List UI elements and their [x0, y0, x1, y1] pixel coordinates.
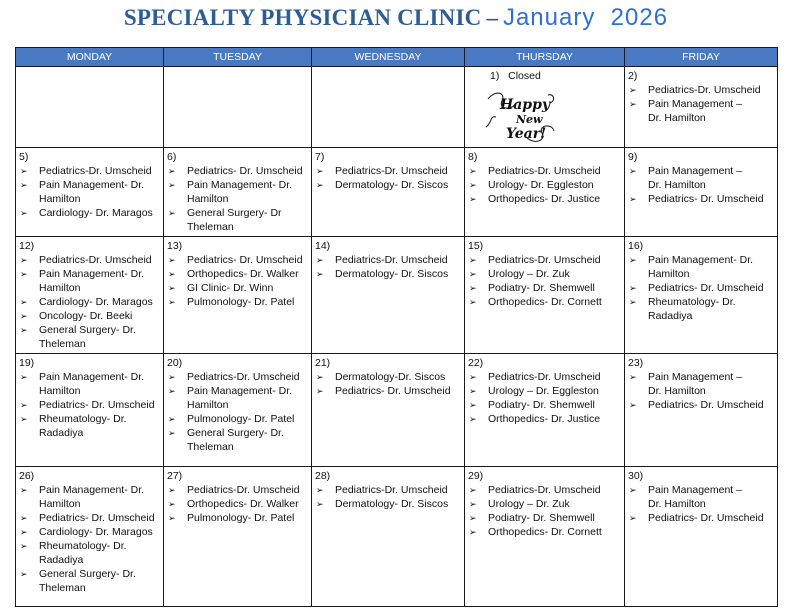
- appointment-list: [19, 483, 160, 595]
- appointment-list: [468, 164, 621, 206]
- appointment-item: ➢ Urology – Dr. Zuk: [468, 497, 621, 511]
- month-title: January 2026: [502, 4, 669, 31]
- appointment-item: ➢ Oncology- Dr. Beeki: [19, 309, 160, 323]
- closed-note: Closed: [508, 70, 541, 82]
- day-cell[interactable]: [164, 467, 312, 607]
- appointment-item: ➢ Pediatrics-Dr. Umscheid: [468, 253, 621, 267]
- appointment-item: ➢ Pediatrics- Dr. Umscheid: [167, 253, 308, 267]
- weekday-header-wednesday: WEDNESDAY: [312, 48, 465, 67]
- day-cell[interactable]: [625, 148, 778, 237]
- day-cell[interactable]: [465, 354, 625, 467]
- appointment-item: ➢ Pain Management- Dr. Hamilton: [167, 384, 308, 412]
- new-year-word-new: New: [516, 113, 543, 126]
- appointment-item: ➢ Orthopedics- Dr. Justice: [468, 412, 621, 426]
- appointment-list: [628, 253, 774, 323]
- day-cell[interactable]: [465, 467, 625, 607]
- appointment-item: ➢ Cardiology- Dr. Maragos: [19, 295, 160, 309]
- appointment-item: ➢ Pain Management – Dr. Hamilton: [628, 97, 774, 125]
- appointment-item: ➢ GI Clinic- Dr. Winn: [167, 281, 308, 295]
- day-cell[interactable]: [164, 237, 312, 354]
- appointment-list: [167, 164, 308, 234]
- appointment-item: ➢ Pediatrics- Dr. Umscheid: [19, 398, 160, 412]
- appointment-item: ➢ Rheumatology- Dr. Radadiya: [19, 539, 160, 567]
- day-number: 6): [167, 151, 177, 163]
- appointment-item: ➢ Pediatrics-Dr. Umscheid: [315, 483, 461, 497]
- appointment-item: ➢ Dermatology- Dr. Siscos: [315, 267, 461, 281]
- week-row: [16, 467, 778, 607]
- day-number: 21): [315, 357, 331, 369]
- appointment-item: ➢ Orthopedics- Dr. Cornett: [468, 295, 621, 309]
- appointment-item: ➢ Urology- Dr. Eggleston: [468, 178, 621, 192]
- day-cell[interactable]: [465, 67, 625, 148]
- appointment-item: ➢ Urology – Dr. Zuk: [468, 267, 621, 281]
- appointment-item: ➢ General Surgery- Dr Theleman: [167, 206, 308, 234]
- appointment-item: ➢ Pediatrics- Dr. Umscheid: [628, 192, 774, 206]
- day-cell[interactable]: [625, 354, 778, 467]
- appointment-item: ➢ Pediatrics- Dr. Umscheid: [628, 398, 774, 412]
- appointment-item: ➢ General Surgery- Dr. Theleman: [19, 567, 160, 595]
- day-number: 2): [628, 70, 638, 82]
- calendar-grid: [15, 47, 778, 607]
- appointment-item: ➢ Pediatrics-Dr. Umscheid: [628, 83, 774, 97]
- weekday-header-row: [16, 48, 778, 67]
- week-row: [16, 354, 778, 467]
- day-cell[interactable]: [625, 467, 778, 607]
- appointment-item: ➢ Orthopedics- Dr. Cornett: [468, 525, 621, 539]
- appointment-item: ➢ Pediatrics- Dr. Umscheid: [167, 164, 308, 178]
- appointment-item: ➢ Pediatrics- Dr. Umscheid: [315, 384, 461, 398]
- day-number: 23): [628, 357, 644, 369]
- day-number: 13): [167, 240, 183, 252]
- appointment-item: ➢ Pain Management- Dr. Hamilton: [628, 253, 774, 281]
- day-number: 1): [490, 70, 500, 82]
- appointment-item: ➢ Orthopedics- Dr. Walker: [167, 497, 308, 511]
- day-number: 12): [19, 240, 35, 252]
- appointment-item: ➢ Podiatry- Dr. Shemwell: [468, 398, 621, 412]
- appointment-item: ➢ Pulmonology- Dr. Patel: [167, 511, 308, 525]
- page-header: [0, 4, 792, 44]
- appointment-item: ➢ Pediatrics- Dr. Umscheid: [628, 281, 774, 295]
- appointment-item: ➢ Rheumatology- Dr. Radadiya: [19, 412, 160, 440]
- day-number: 7): [315, 151, 325, 163]
- appointment-list: [19, 370, 160, 440]
- day-cell[interactable]: [465, 237, 625, 354]
- new-year-word-happy: Happy: [500, 97, 551, 113]
- appointment-item: ➢ Pain Management- Dr. Hamilton: [19, 267, 160, 295]
- appointment-item: ➢ Cardiology- Dr. Maragos: [19, 525, 160, 539]
- new-year-word-year: Year!: [506, 126, 547, 142]
- appointment-item: ➢ Pulmonology- Dr. Patel: [167, 412, 308, 426]
- appointment-item: ➢ Pediatrics-Dr. Umscheid: [167, 370, 308, 384]
- day-number: 16): [628, 240, 644, 252]
- day-number: 9): [628, 151, 638, 163]
- happy-new-year-image: [482, 87, 560, 145]
- appointment-item: ➢ Pediatrics-Dr. Umscheid: [19, 253, 160, 267]
- day-cell[interactable]: [312, 237, 465, 354]
- appointment-item: ➢ General Surgery- Dr. Theleman: [19, 323, 160, 351]
- appointment-item: ➢ Dermatology- Dr. Siscos: [315, 178, 461, 192]
- calendar-body: [16, 67, 778, 607]
- appointment-item: ➢ Pediatrics-Dr. Umscheid: [315, 253, 461, 267]
- appointment-list: [628, 83, 774, 125]
- appointment-item: ➢ Pediatrics-Dr. Umscheid: [315, 164, 461, 178]
- day-cell[interactable]: [312, 67, 465, 148]
- appointment-list: [628, 370, 774, 412]
- day-cell[interactable]: [625, 237, 778, 354]
- week-row: [16, 148, 778, 237]
- appointment-list: [315, 164, 461, 192]
- appointment-list: [468, 483, 621, 539]
- appointment-item: ➢ General Surgery- Dr. Theleman: [167, 426, 308, 454]
- day-cell[interactable]: [164, 67, 312, 148]
- appointment-item: ➢ Pediatrics- Dr. Umscheid: [628, 511, 774, 525]
- appointment-list: [315, 483, 461, 511]
- appointment-item: ➢ Pulmonology- Dr. Patel: [167, 295, 308, 309]
- day-cell[interactable]: [16, 237, 164, 354]
- appointment-list: [19, 253, 160, 351]
- day-number: 20): [167, 357, 183, 369]
- week-row: [16, 237, 778, 354]
- appointment-item: ➢ Pediatrics-Dr. Umscheid: [468, 164, 621, 178]
- appointment-item: ➢ Pain Management – Dr. Hamilton: [628, 483, 774, 511]
- day-cell[interactable]: [625, 67, 778, 148]
- day-number: 19): [19, 357, 35, 369]
- appointment-item: ➢ Podiatry- Dr. Shemwell: [468, 511, 621, 525]
- day-number: 22): [468, 357, 484, 369]
- day-number: 28): [315, 470, 331, 482]
- day-cell[interactable]: [312, 354, 465, 467]
- day-cell[interactable]: [312, 148, 465, 237]
- appointment-list: [167, 483, 308, 525]
- appointment-list: [468, 253, 621, 309]
- appointment-item: ➢ Dermatology- Dr. Siscos: [315, 497, 461, 511]
- appointment-item: ➢ Pain Management – Dr. Hamilton: [628, 370, 774, 398]
- appointment-item: ➢ Podiatry- Dr. Shemwell: [468, 281, 621, 295]
- appointment-item: ➢ Pain Management- Dr. Hamilton: [19, 178, 160, 206]
- closed-line: [468, 69, 621, 83]
- appointment-list: [468, 370, 621, 426]
- appointment-item: ➢ Pain Management- Dr. Hamilton: [19, 483, 160, 511]
- appointment-list: [315, 370, 461, 398]
- appointment-item: ➢ Pain Management- Dr. Hamilton: [167, 178, 308, 206]
- day-number: 30): [628, 470, 644, 482]
- appointment-item: ➢ Cardiology- Dr. Maragos: [19, 206, 160, 220]
- weekday-header-monday: MONDAY: [16, 48, 164, 67]
- day-number: 26): [19, 470, 35, 482]
- appointment-item: ➢ Pain Management- Dr. Hamilton: [19, 370, 160, 398]
- appointment-item: ➢ Dermatology-Dr. Siscos: [315, 370, 461, 384]
- weekday-header-tuesday: TUESDAY: [164, 48, 312, 67]
- appointment-item: ➢ Orthopedics- Dr. Walker: [167, 267, 308, 281]
- appointment-list: [315, 253, 461, 281]
- appointment-item: ➢ Pediatrics- Dr. Umscheid: [19, 511, 160, 525]
- appointment-item: ➢ Pediatrics-Dr. Umscheid: [167, 483, 308, 497]
- appointment-item: ➢ Orthopedics- Dr. Justice: [468, 192, 621, 206]
- weekday-header-thursday: THURSDAY: [465, 48, 625, 67]
- day-number: 8): [468, 151, 478, 163]
- weekday-header-friday: FRIDAY: [625, 48, 778, 67]
- appointment-item: ➢ Pediatrics-Dr. Umscheid: [468, 483, 621, 497]
- day-number: 14): [315, 240, 331, 252]
- day-number: 29): [468, 470, 484, 482]
- appointment-list: [628, 164, 774, 206]
- week-row: [16, 67, 778, 148]
- appointment-item: ➢ Pain Management – Dr. Hamilton: [628, 164, 774, 192]
- appointment-list: [19, 164, 160, 220]
- day-cell[interactable]: [16, 148, 164, 237]
- day-number: 27): [167, 470, 183, 482]
- day-cell[interactable]: [465, 148, 625, 237]
- day-cell[interactable]: [16, 467, 164, 607]
- day-cell[interactable]: [164, 148, 312, 237]
- day-cell[interactable]: [16, 67, 164, 148]
- appointment-list: [167, 370, 308, 454]
- day-cell[interactable]: [164, 354, 312, 467]
- appointment-item: ➢ Rheumatology- Dr. Radadiya: [628, 295, 774, 323]
- appointment-list: [167, 253, 308, 309]
- clinic-title: SPECIALTY PHYSICIAN CLINIC: [123, 5, 482, 30]
- day-cell[interactable]: [312, 467, 465, 607]
- day-number: 5): [19, 151, 29, 163]
- appointment-item: ➢ Pediatrics-Dr. Umscheid: [468, 370, 621, 384]
- appointment-list: [628, 483, 774, 525]
- day-number: 15): [468, 240, 484, 252]
- title-separator: –: [486, 5, 498, 30]
- happy-new-year-graphic: [482, 87, 560, 145]
- appointment-item: ➢ Urology – Dr. Eggleston: [468, 384, 621, 398]
- day-cell[interactable]: [16, 354, 164, 467]
- appointment-item: ➢ Pediatrics-Dr. Umscheid: [19, 164, 160, 178]
